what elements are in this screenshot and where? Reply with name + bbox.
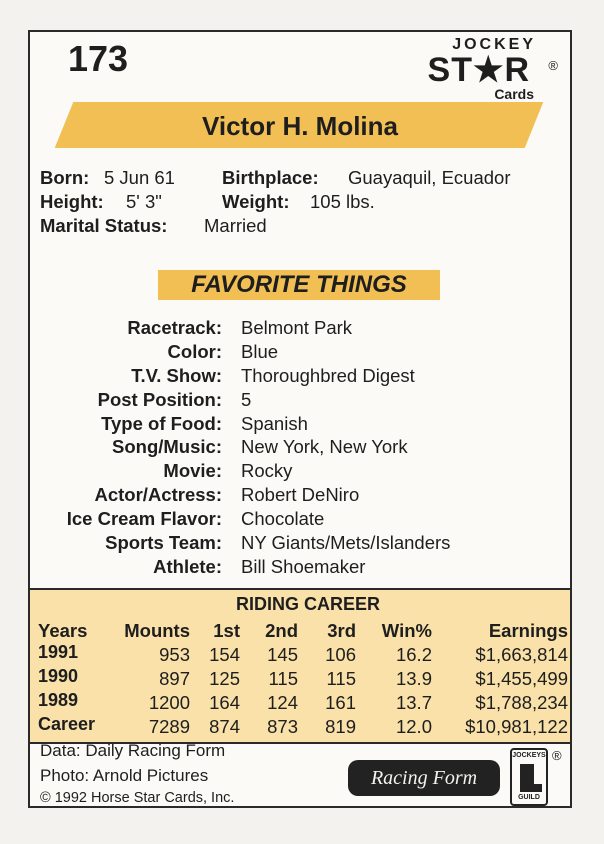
career-header: 2nd (265, 620, 298, 641)
favorite-value: Bill Shoemaker (241, 555, 366, 577)
career-cell: 145 (267, 644, 298, 665)
career-cell: $1,663,814 (475, 644, 568, 665)
favorite-label: Song/Music: (112, 436, 222, 458)
favorite-row (30, 316, 574, 340)
career-year: 1990 (38, 666, 79, 686)
career-header: Mounts (124, 620, 190, 641)
favorite-label: Type of Food: (101, 412, 222, 434)
favorite-value: Belmont Park (241, 317, 353, 338)
career-cell: $1,788,234 (475, 692, 568, 713)
height-value: 5' 3" (126, 191, 162, 212)
card (28, 30, 572, 808)
favorites-list (30, 316, 574, 579)
favorite-label: T.V. Show: (131, 364, 222, 386)
favorite-row (30, 483, 574, 507)
birthplace-label: Birthplace: (222, 167, 319, 188)
jockey-name: Victor H. Molina (202, 111, 398, 141)
favorite-label: Sports Team: (105, 532, 222, 554)
bio-section (40, 166, 511, 238)
career-cell: 873 (267, 716, 298, 737)
career-cell: 7289 (148, 716, 190, 737)
marital-value: Married (204, 215, 267, 236)
favorite-row (30, 364, 574, 388)
favorite-label: Ice Cream Flavor: (66, 508, 222, 530)
logo-jockey-text: JOCKEY (452, 36, 536, 53)
favorite-value: Rocky (241, 460, 293, 482)
career-cell: 1200 (148, 692, 190, 713)
marital-label: Marital Status: (40, 215, 168, 236)
guild-bottom-text: GUILD (518, 794, 540, 801)
favorite-value: Blue (241, 340, 279, 362)
favorite-value: Thoroughbred Digest (241, 364, 415, 386)
riding-career-table (30, 588, 570, 744)
favorite-label: Actor/Actress: (94, 484, 222, 506)
favorite-value: Robert DeNiro (241, 484, 360, 506)
career-year: 1989 (38, 690, 79, 710)
born-label: Born: (40, 167, 90, 188)
favorite-row (30, 555, 574, 579)
career-cell: 115 (326, 668, 356, 689)
height-label: Height: (40, 191, 104, 212)
career-cell: 819 (325, 716, 356, 737)
favorite-label: Movie: (163, 460, 222, 482)
favorite-row (30, 388, 574, 412)
career-year: Career (38, 714, 96, 734)
career-header: 1st (213, 620, 240, 641)
career-cell: 16.2 (395, 644, 432, 665)
jockeys-guild-logo (510, 748, 548, 806)
card-number: 173 (68, 38, 129, 79)
career-cell: 125 (209, 668, 240, 689)
career-cell: 164 (209, 692, 240, 713)
favorite-label: Athlete: (153, 555, 222, 577)
career-cell: 161 (325, 692, 356, 713)
favorite-row (30, 412, 574, 436)
career-header: 3rd (327, 620, 356, 641)
footer-data-credit: Data: Daily Racing Form (40, 741, 226, 760)
favorite-row (30, 435, 574, 459)
career-cell: 115 (268, 668, 298, 689)
weight-value: 105 lbs. (310, 191, 375, 212)
favorite-row (30, 340, 574, 364)
career-cell: 106 (325, 644, 356, 665)
career-header: Years (38, 620, 88, 641)
career-header: Win% (381, 620, 432, 641)
daily-racing-form-logo: Racing Form (348, 760, 500, 796)
favorite-label: Post Position: (97, 388, 222, 410)
favorite-value: New York, New York (241, 436, 408, 458)
favorite-row (30, 507, 574, 531)
boot-toe-icon (520, 784, 542, 792)
favorite-label: Color: (167, 340, 222, 362)
footer (40, 738, 234, 808)
weight-label: Weight: (222, 191, 290, 212)
footer-photo-credit: Photo: Arnold Pictures (40, 766, 209, 785)
guild-registered: ® (552, 748, 562, 763)
career-cell: $1,455,499 (475, 668, 568, 689)
footer-copyright: © 1992 Horse Star Cards, Inc. (40, 790, 235, 806)
career-cell: 874 (209, 716, 240, 737)
born-value: 5 Jun 61 (104, 167, 175, 188)
guild-top-text: JOCKEYS (512, 752, 546, 759)
career-header: Earnings (488, 620, 568, 641)
career-cell: 124 (267, 692, 298, 713)
logo-cards-text: Cards (494, 86, 534, 102)
logo-star-text: ST★R (427, 51, 530, 89)
career-cell: 897 (159, 668, 190, 689)
birthplace-value: Guayaquil, Ecuador (348, 167, 511, 188)
career-cell: 13.9 (395, 668, 432, 689)
logo-registered: ® (548, 58, 558, 73)
favorites-title: FAVORITE THINGS (191, 271, 407, 298)
career-year: 1991 (38, 642, 79, 662)
career-cell: 13.7 (395, 692, 432, 713)
jockey-star-logo (427, 36, 558, 102)
career-title: RIDING CAREER (235, 594, 380, 614)
favorite-value: Spanish (241, 412, 308, 434)
favorite-row (30, 531, 574, 555)
career-cell: 12.0 (395, 716, 432, 737)
favorite-row (30, 459, 574, 483)
career-cell: $10,981,122 (465, 716, 568, 737)
favorite-label: Racetrack: (127, 317, 222, 338)
career-cell: 154 (209, 644, 240, 665)
favorite-value: 5 (241, 388, 252, 410)
favorite-value: Chocolate (241, 508, 325, 530)
career-cell: 953 (159, 644, 190, 665)
favorite-value: NY Giants/Mets/Islanders (241, 532, 451, 554)
